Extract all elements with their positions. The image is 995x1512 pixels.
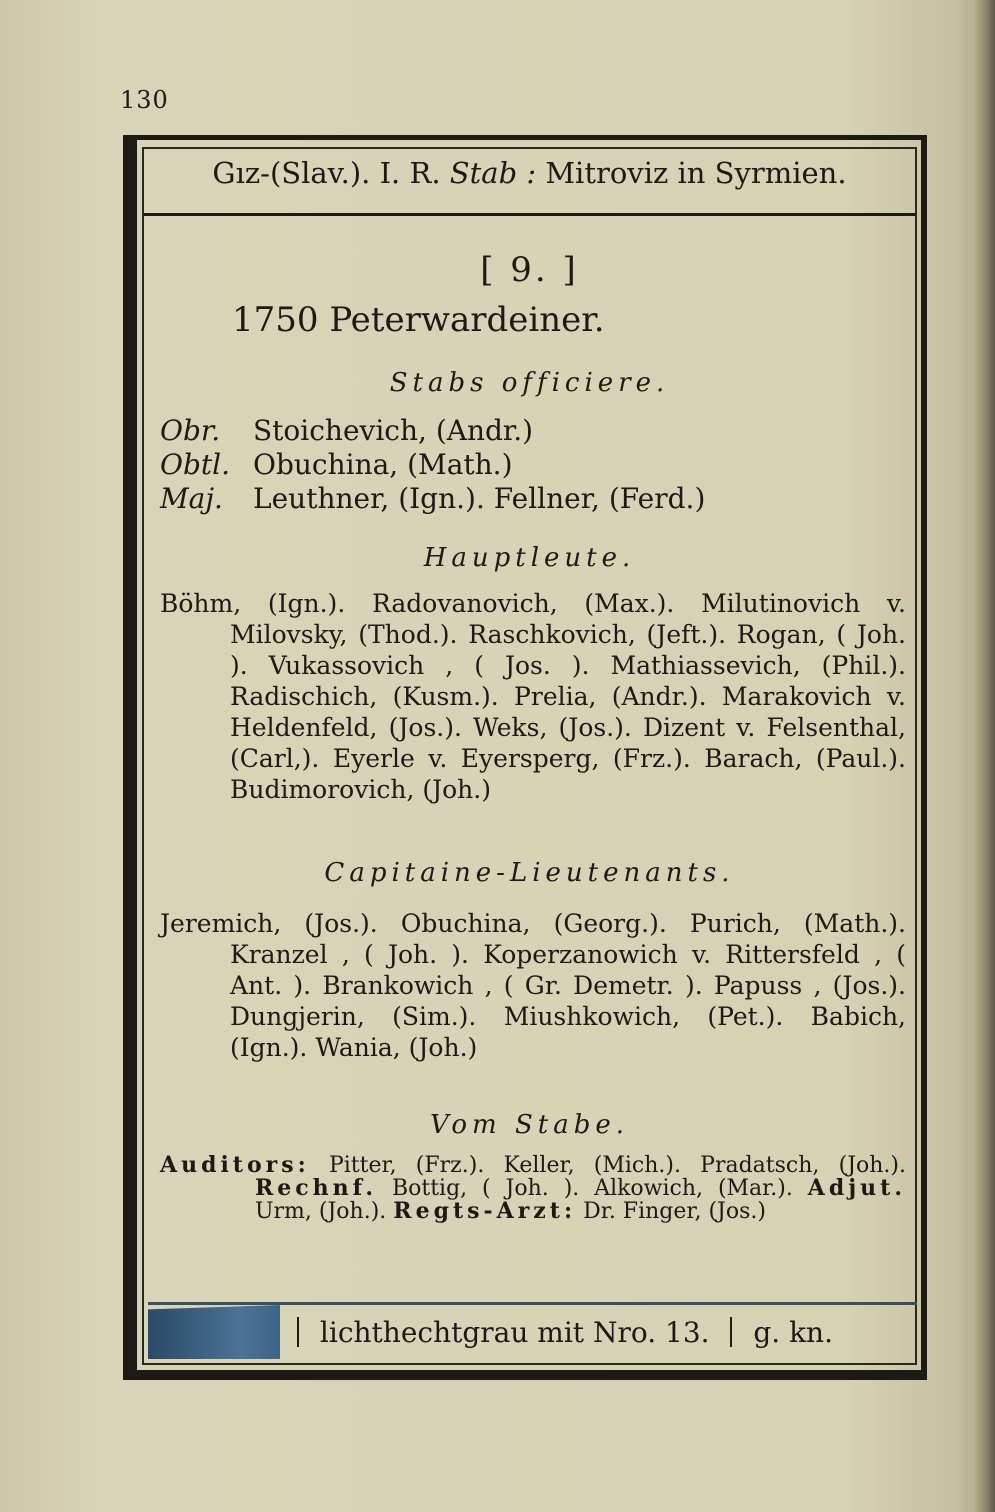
uniform-footer xyxy=(285,1316,833,1349)
rechnf-label: Rechnf. xyxy=(255,1175,378,1201)
regiment-number: [ 9. ] xyxy=(480,250,579,290)
header-prefix: Gız-(Slav.). I. R. xyxy=(212,156,441,190)
footer-divider xyxy=(730,1317,732,1347)
officer-rank: Maj. xyxy=(160,482,223,515)
arzt-label: Regts-Arzt: xyxy=(393,1198,577,1224)
section-hauptleute: Hauptleute. xyxy=(423,543,636,573)
officer-rank: Obr. xyxy=(160,414,221,447)
page-number: 130 xyxy=(120,86,169,114)
officer-rank: Obtl. xyxy=(160,448,230,481)
officer-names: Stoichevich, (Andr.) xyxy=(253,414,534,447)
stabe-list xyxy=(160,1154,906,1223)
capitaine-list: Jeremich, (Jos.). Obuchina, (Georg.). Purich, (Math.). Kranzel , ( Joh. ). Koperzanowich v. Rittersfeld , ( Ant. ). Brankowich , ( Gr. Demetr. ). Papuss , (Jos.). Dungjerin, (Sim.). Miushkowich, (Pet.). Babich, (Ign.). Wania, (Joh.) xyxy=(160,909,906,1062)
section-stabsofficiere: Stabs officiere. xyxy=(389,368,670,398)
adjut-names: Urm, (Joh.). xyxy=(255,1199,387,1224)
section-vom-stabe: Vom Stabe. xyxy=(429,1110,630,1140)
regiment-header xyxy=(142,156,917,190)
section-capitaine-lieutenants: Capitaine-Lieutenants. xyxy=(324,858,735,888)
officer-row xyxy=(160,414,533,447)
footer-divider xyxy=(297,1317,299,1347)
page-edge xyxy=(973,0,995,1512)
header-location: Mitroviz in Syrmien. xyxy=(545,156,847,190)
regiment-title: 1750 Peterwardeiner. xyxy=(232,300,605,340)
footer-rule xyxy=(148,1302,917,1305)
officer-names: Leuthner, (Ign.). Fellner, (Ferd.) xyxy=(253,482,706,515)
header-rule xyxy=(144,213,915,216)
adjut-label: Adjut. xyxy=(807,1175,906,1201)
rechnf-names: Bottig, ( Joh. ). Alkowich, (Mar.). xyxy=(391,1176,793,1201)
uniform-color-text: lichthechtgrau mit Nro. 13. xyxy=(319,1316,710,1349)
uniform-color-swatch xyxy=(148,1305,280,1359)
button-text: g. kn. xyxy=(753,1316,833,1349)
arzt-names: Dr. Finger, (Jos.) xyxy=(583,1199,766,1224)
officer-names: Obuchina, (Math.) xyxy=(253,448,513,481)
auditors-names: Pitter, (Frz.). Keller, (Mich.). Pradatsch, (Joh.). xyxy=(328,1153,906,1178)
hauptleute-list: Böhm, (Ign.). Radovanovich, (Max.). Milutinovich v. Milovsky, (Thod.). Raschkovich, (Jeft.). Rogan, ( Joh. ). Vukassovich , ( Jos. ). Mathiassevich, (Phil.). Radischich, (Kusm.). Prelia, (Andr.). Marakovich v. Heldenfeld, (Jos.). Weks, (Jos.). Dizent v. Felsenthal, (Carl,). Eyerle v. Eyersperg, (Frz.). Barach, (Paul.). Budimorovich, (Joh.) xyxy=(160,589,906,804)
auditors-label: Auditors: xyxy=(160,1152,310,1178)
officer-row xyxy=(160,448,513,481)
header-stab-label: Stab : xyxy=(449,156,537,190)
officer-row xyxy=(160,482,705,515)
